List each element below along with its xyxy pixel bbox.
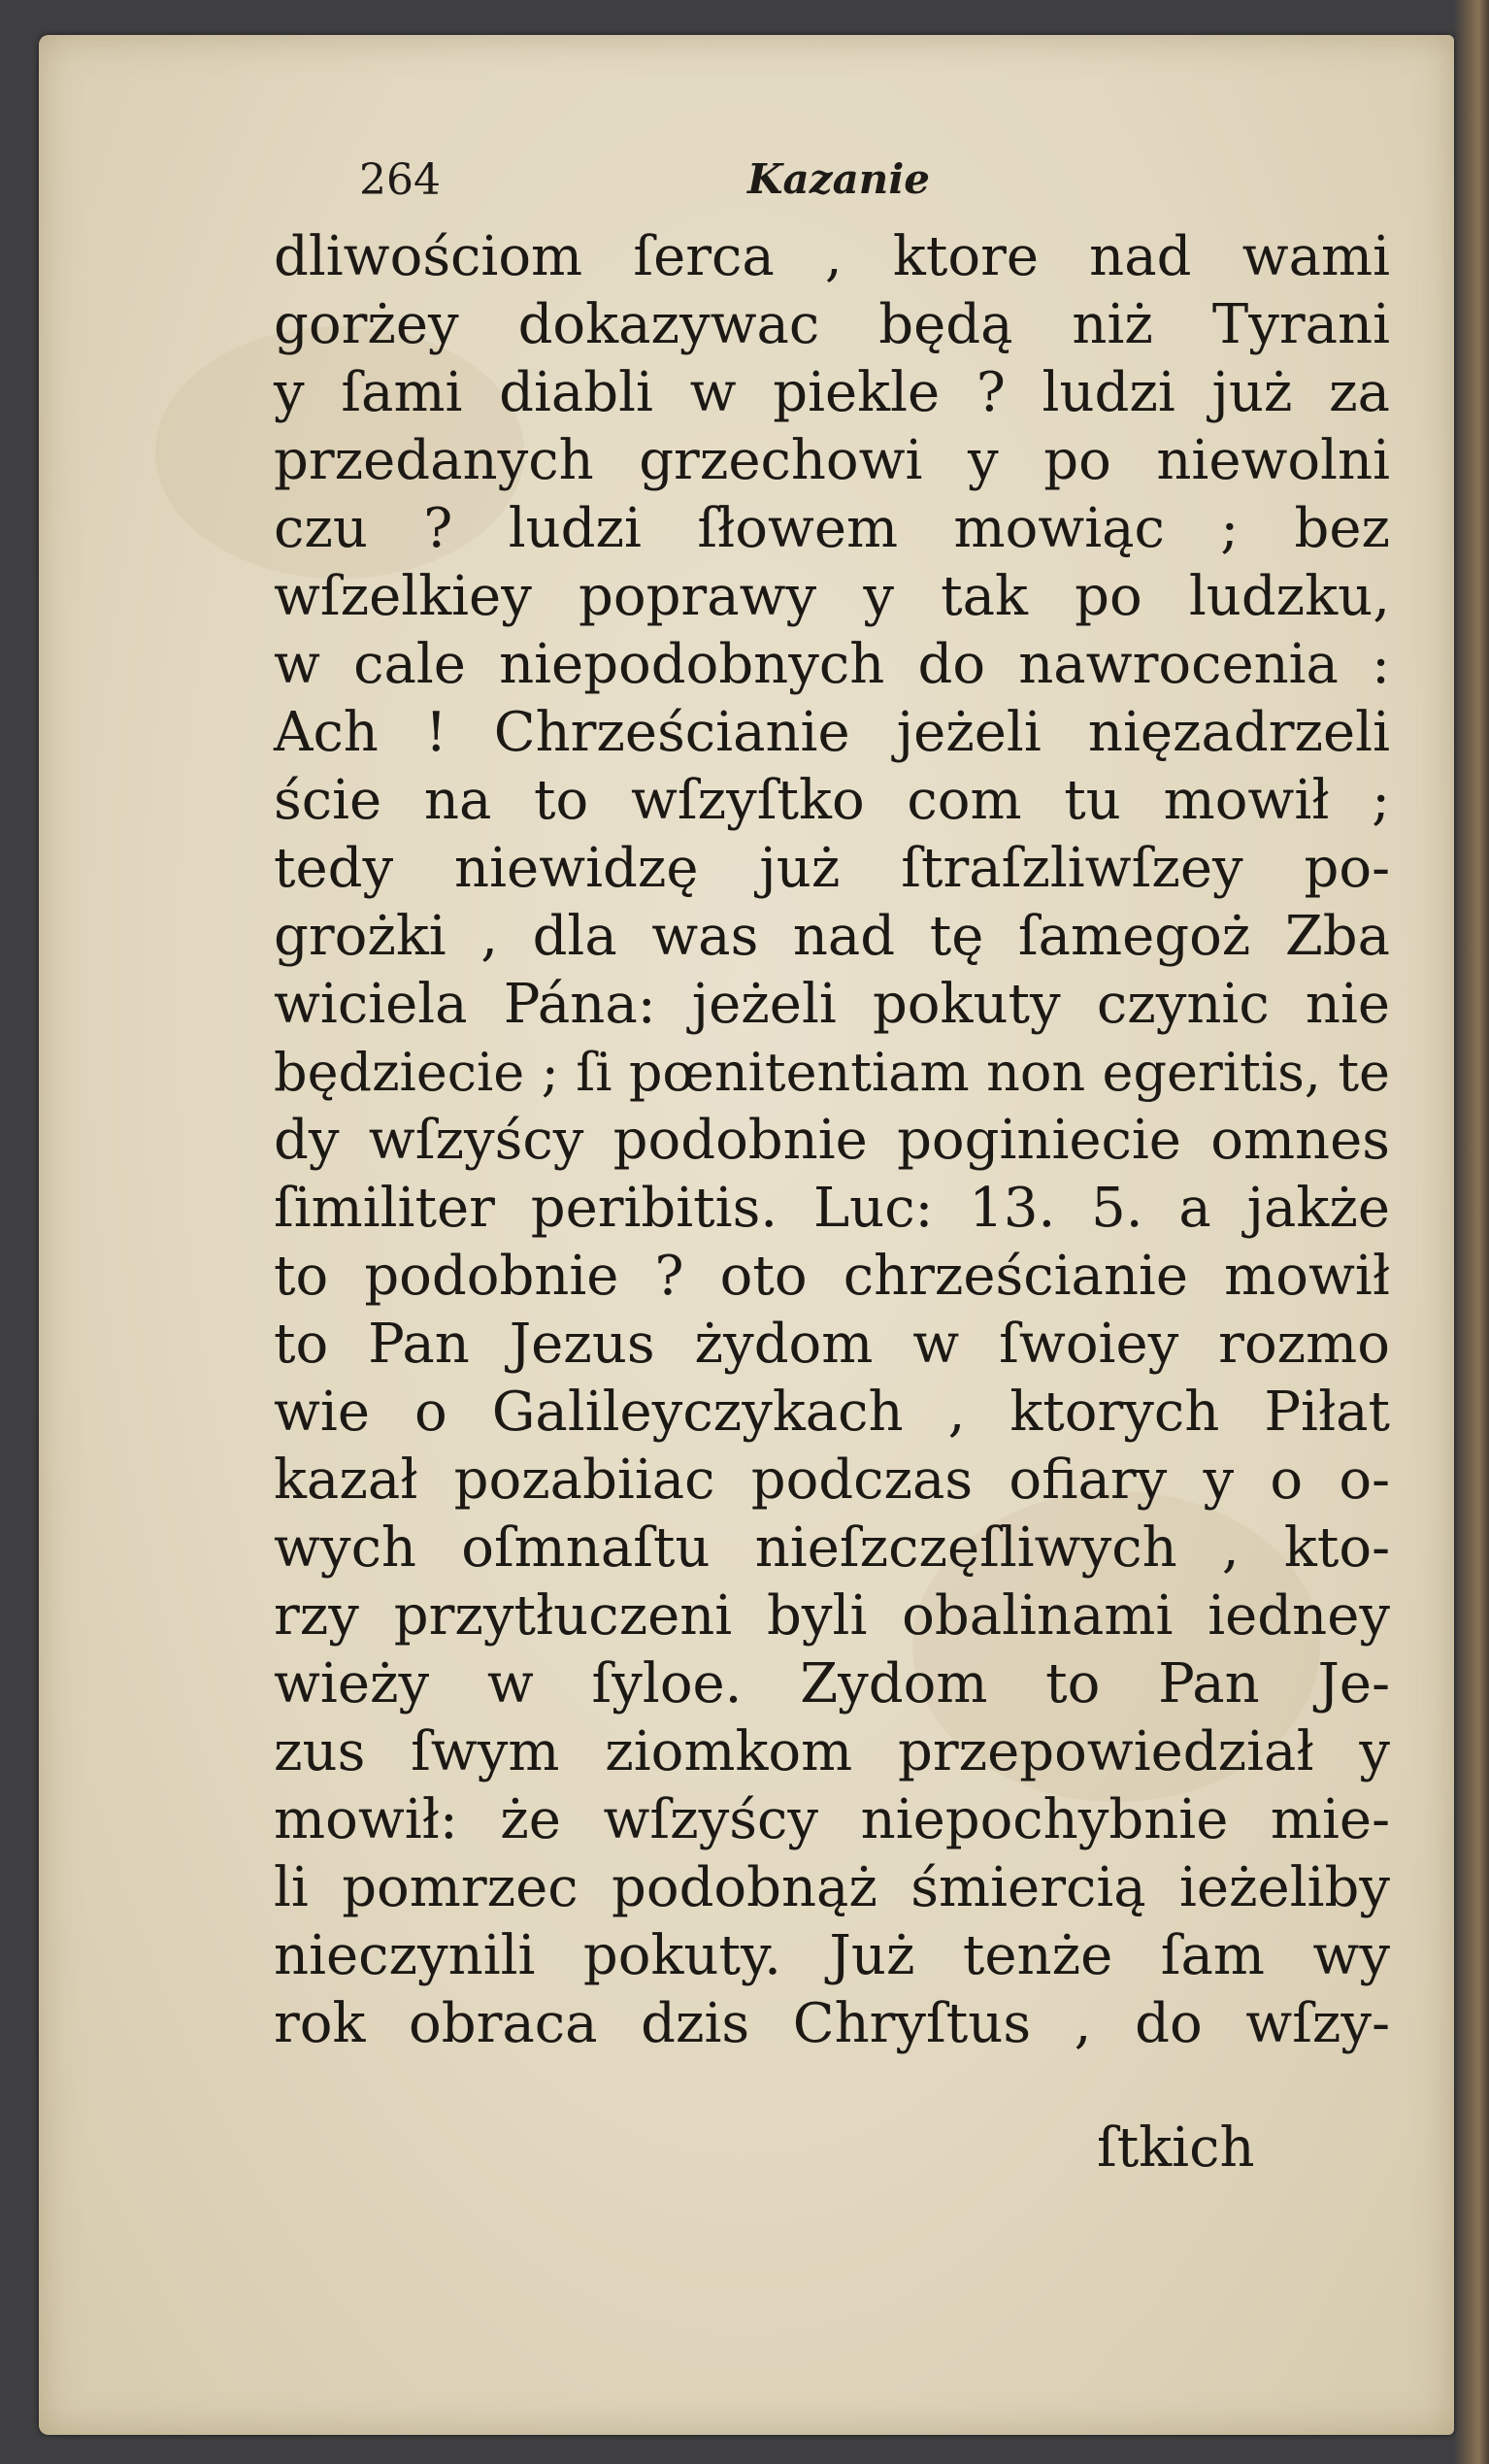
text-line: zus ſwym ziomkom przepowiedział y xyxy=(274,1720,1390,1783)
text-line: wie o Galileyczykach , ktorych Piłat xyxy=(274,1381,1390,1444)
text-line: tedy niewidzę już ſtraſzliwſzey po- xyxy=(274,837,1390,900)
text-line: y ſami diabli w piekle ? ludzi już za xyxy=(274,361,1390,424)
text-line: przedanych grzechowi y po niewolni xyxy=(274,429,1390,492)
text-line: ſimiliter peribitis. Luc: 13. 5. a jakże xyxy=(274,1177,1390,1240)
text-line: kazał pozabiiac podczas ofiary y o o- xyxy=(274,1448,1390,1512)
text-line: to podobnie ? oto chrześcianie mowił xyxy=(274,1245,1390,1308)
page-number: 264 xyxy=(359,155,441,205)
text-line: to Pan Jezus żydom w ſwoiey rozmo xyxy=(274,1313,1390,1376)
text-line: li pomrzec podobnąż śmiercią ieżeliby xyxy=(274,1856,1390,1919)
text-line: mowił: że wſzyścy niepochybnie mie- xyxy=(274,1788,1390,1851)
text-line: ście na to wſzyſtko com tu mowił ; xyxy=(274,769,1390,832)
page-edge xyxy=(1454,0,1489,2464)
running-title: Kazanie xyxy=(747,155,930,203)
page-header xyxy=(320,155,1000,223)
text-line: będziecie ; ſi pœnitentiam non egeritis, te xyxy=(274,1042,1390,1103)
text-line: wieży w ſyloe. Zydom to Pan Je- xyxy=(274,1652,1390,1715)
text-line: wſzelkiey poprawy y tak po ludzku, xyxy=(274,565,1390,628)
text-line: rzy przytłuczeni byli obalinami iedney xyxy=(274,1584,1390,1648)
catchword: ſtkich xyxy=(1097,2116,1255,2180)
text-line: czu ? ludzi ſłowem mowiąc ; bez xyxy=(274,497,1390,560)
text-line: dliwościom ſerca , ktore nad wami xyxy=(274,225,1390,288)
body-text xyxy=(274,223,1390,2058)
text-line: gorżey dokazywac będą niż Tyrani xyxy=(274,293,1390,356)
text-line: grożki , dla was nad tę ſamegoż Zba xyxy=(274,905,1390,968)
text-line: rok obraca dzis Chryſtus , do wſzy- xyxy=(274,1992,1390,2055)
text-line: Ach ! Chrześcianie jeżeli nięzadrzeli xyxy=(274,701,1390,764)
text-line: w cale niepodobnych do nawrocenia : xyxy=(274,633,1390,696)
text-line: wiciela Pána: jeżeli pokuty czynic nie xyxy=(274,973,1390,1036)
text-line: wych oſmnaſtu nieſzczęſliwych , kto- xyxy=(274,1516,1390,1580)
text-line: nieczynili pokuty. Już tenże ſam wy xyxy=(274,1924,1390,1987)
text-line: dy wſzyścy podobnie poginiecie omnes xyxy=(274,1109,1390,1172)
